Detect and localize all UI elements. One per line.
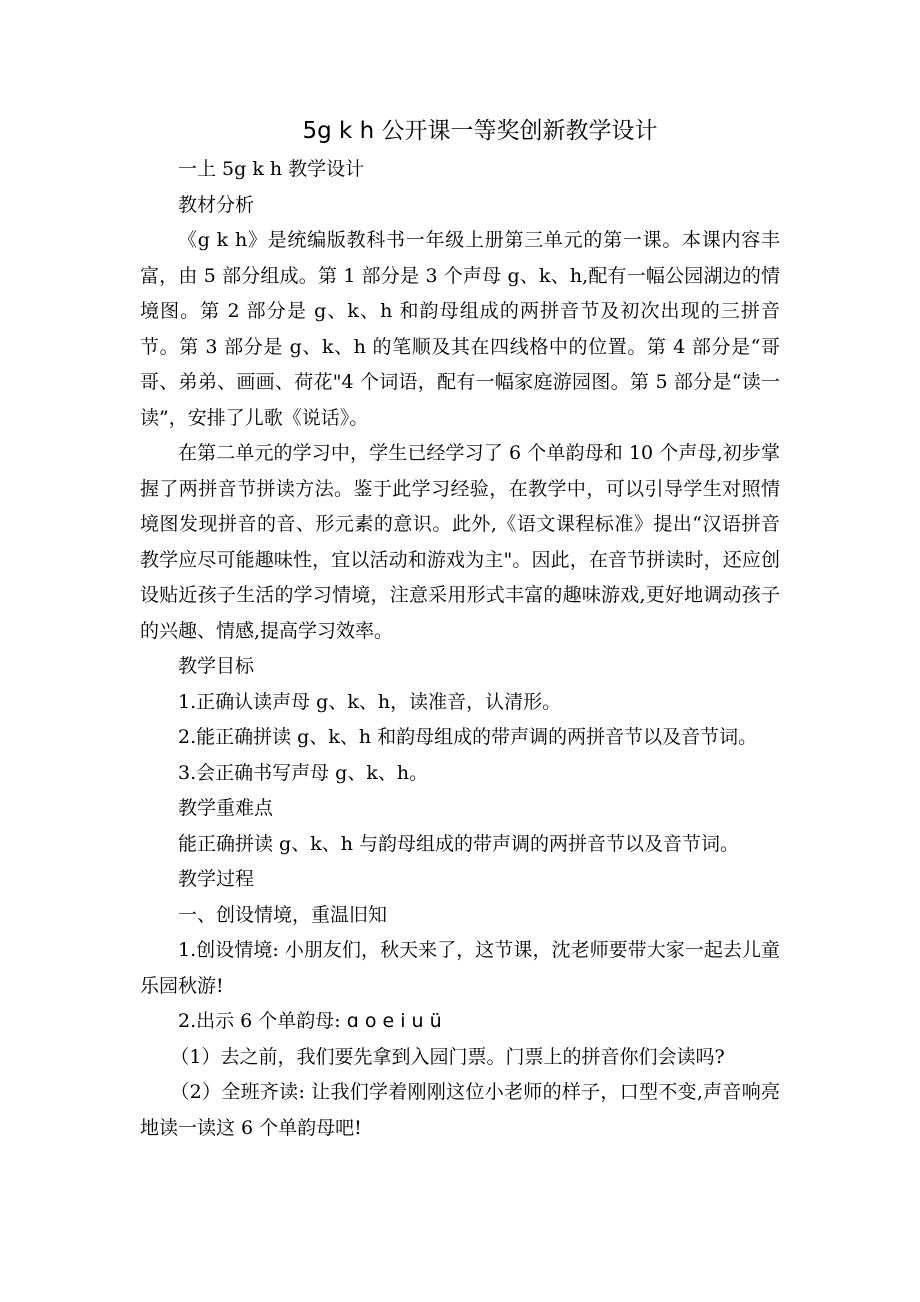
section-heading-analysis: 教材分析: [178, 193, 255, 216]
section-heading-process: 教学过程: [178, 868, 255, 890]
process-item-1-2-a: （1）去之前，我们要先拿到入园门票。门票上的拼音你们会读吗?: [170, 1045, 725, 1068]
process-item-1-2-b: （2）全班齐读: 让我们学着刚刚这位小老师的样子，口型不变,声音响亮地读一读这 6 个单韵母吧!: [140, 1081, 780, 1139]
analysis-paragraph-2: 在第二单元的学习中，学生已经学习了 6 个单韵母和 10 个声母,初步掌握了两拼音节拼读方法。鉴于此学习经验，在教学中，可以引导学生对照情境图发现拼音的音、形元素的意识。此外,《语文课程标准》提出“汉语拼音教学应尽可能趣味性，宜以活动和游戏为主"。因此，在音节拼读时，还应创设贴近孩子生活的学习情境，注意采用形式丰富的趣味游戏,更好地调动孩子的兴趣、情感,提高学习效率。: [140, 442, 780, 642]
vowel-list: ɑ o e i u ü: [346, 1010, 442, 1032]
goal-item-3: 3.会正确书写声母 g、k、h。: [178, 761, 429, 784]
process-item-1-2: [140, 1004, 780, 1040]
section-heading-goals: 教学目标: [178, 655, 255, 677]
analysis-paragraph-1: 《g k h》是统编版教科书一年级上册第三单元的第一课。本课内容丰富，由 5 部分组成。第 1 部分是 3 个声母 g、k、h,配有一幅公园湖边的情境图。第 2 部分是 g、k、h 和韵母组成的两拼音节及初次出现的三拼音节。第 3 部分是 g、k、h 的笔顺及其在四线格中的位置。第 4 部分是“哥哥、弟弟、画画、荷花"4 个词语，配有一幅家庭游园图。第 5 部分是“读一读”，安排了儿歌《说话》。: [140, 229, 780, 429]
section-heading-key-points: 教学重难点: [178, 797, 274, 819]
process-step-1-heading: 一、创设情境，重温旧知: [178, 903, 388, 926]
document-body: [140, 152, 780, 1146]
subtitle: 一上 5g k h 教学设计: [178, 158, 365, 180]
document-title: 5g k h 公开课一等奖创新教学设计: [302, 118, 658, 144]
goal-item-2: 2.能正确拼读 g、k、h 和韵母组成的带声调的两拼音节以及音节词。: [178, 726, 758, 748]
key-points-text: 能正确拼读 g、k、h 与韵母组成的带声调的两拼音节以及音节词。: [178, 832, 739, 855]
process-item-1-1: 1.创设情境: 小朋友们，秋天来了，这节课，沈老师要带大家一起去儿童乐园秋游!: [140, 939, 780, 997]
process-item-1-2-prefix: 2.出示 6 个单韵母:: [178, 1010, 347, 1032]
goal-item-1: 1.正确认读声母 g、k、h，读准音，认清形。: [178, 690, 562, 713]
